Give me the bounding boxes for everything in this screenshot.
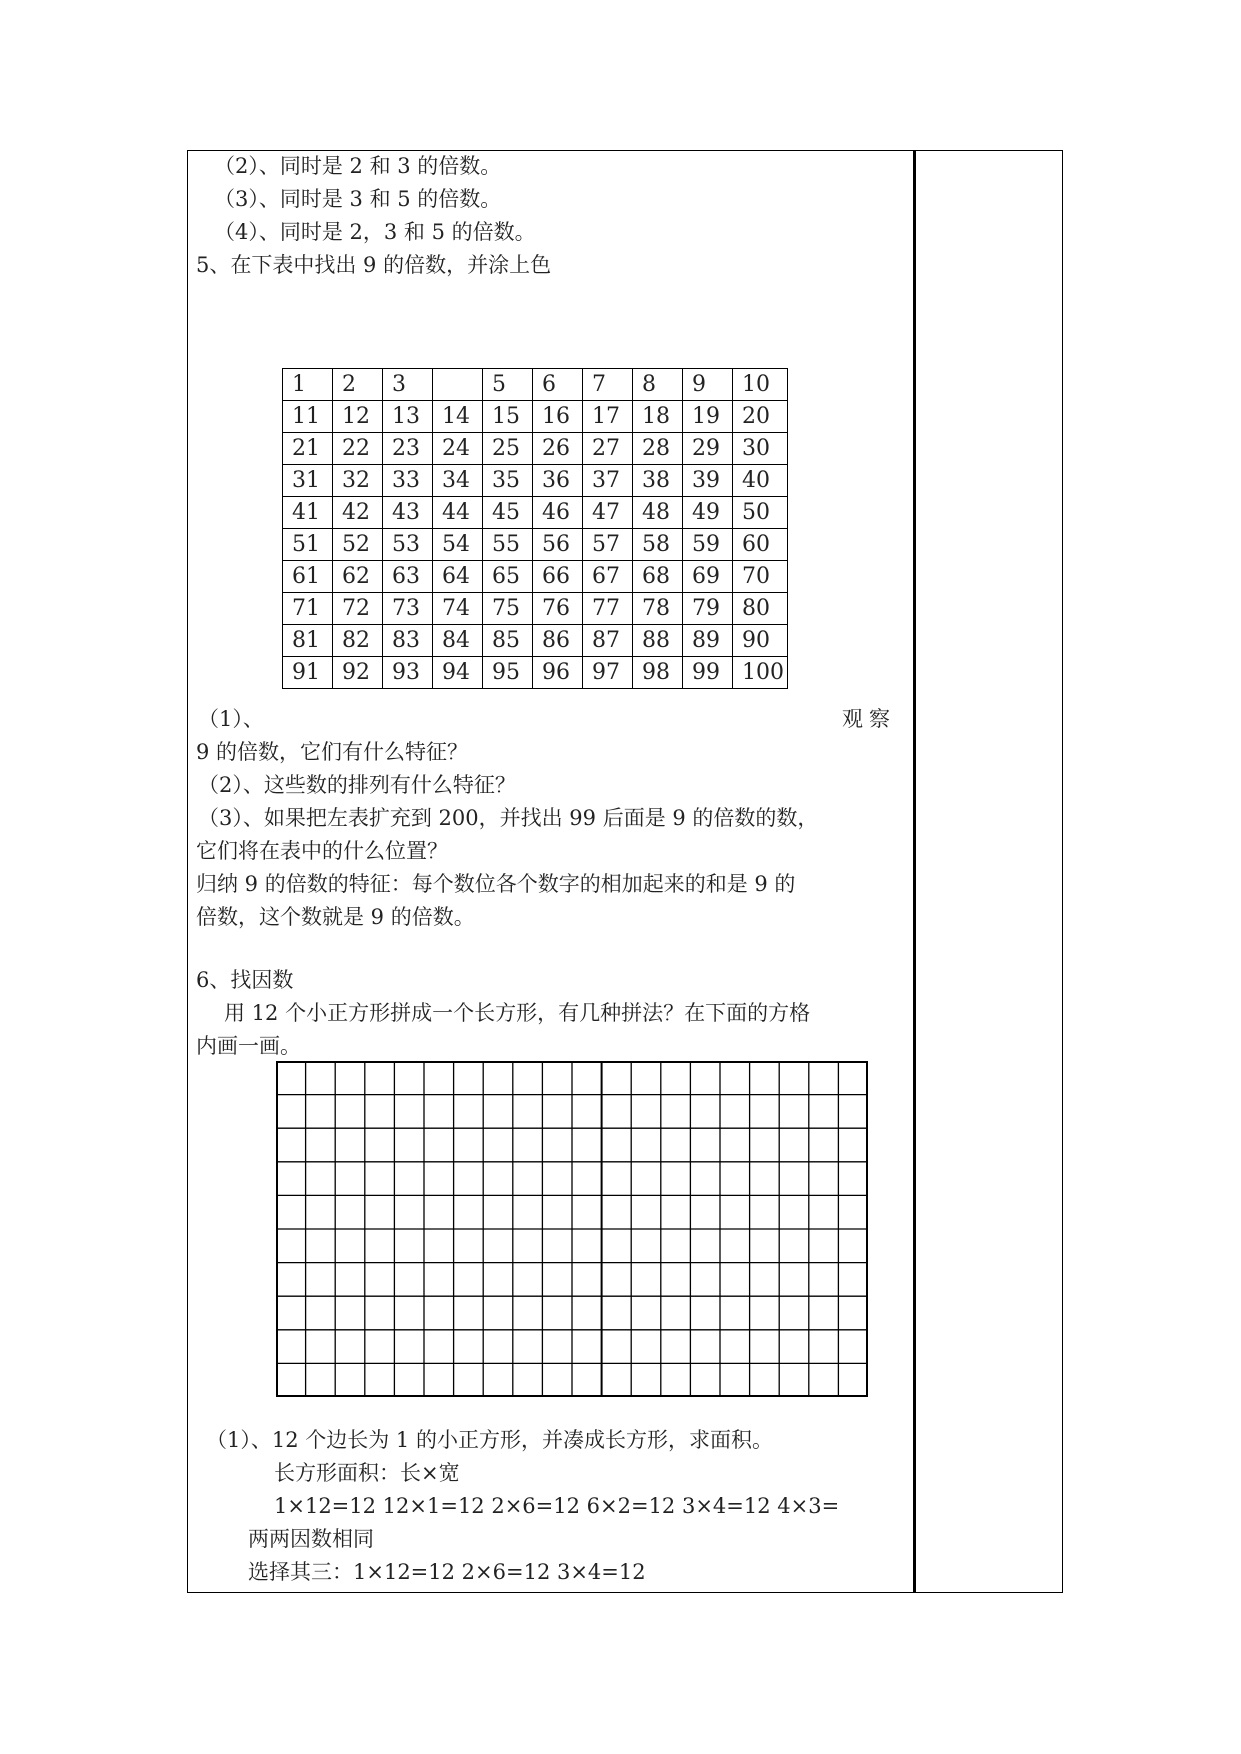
task5-q1-prefix: （1）、 — [198, 707, 264, 731]
summary-line2: 倍数，这个数就是 9 的倍数。 — [196, 905, 475, 929]
number-cell[interactable]: 91 — [283, 657, 333, 689]
number-cell[interactable]: 30 — [733, 433, 788, 465]
number-cell[interactable]: 84 — [433, 625, 483, 657]
number-cell[interactable]: 44 — [433, 497, 483, 529]
number-table-row — [283, 433, 788, 465]
number-cell[interactable]: 71 — [283, 593, 333, 625]
number-cell[interactable]: 76 — [533, 593, 583, 625]
number-cell[interactable]: 94 — [433, 657, 483, 689]
number-cell[interactable]: 41 — [283, 497, 333, 529]
number-cell[interactable]: 7 — [583, 369, 633, 401]
number-cell[interactable]: 40 — [733, 465, 788, 497]
number-cell[interactable]: 72 — [333, 593, 383, 625]
number-cell[interactable]: 65 — [483, 561, 533, 593]
number-cell[interactable]: 26 — [533, 433, 583, 465]
number-cell[interactable]: 14 — [433, 401, 483, 433]
area-formula: 长方形面积：长×宽 — [274, 1461, 460, 1485]
number-cell[interactable]: 11 — [283, 401, 333, 433]
number-cell[interactable]: 82 — [333, 625, 383, 657]
number-cell[interactable]: 59 — [683, 529, 733, 561]
number-cell[interactable]: 15 — [483, 401, 533, 433]
number-cell[interactable]: 23 — [383, 433, 433, 465]
number-cell[interactable]: 58 — [633, 529, 683, 561]
task5-q2: （2）、这些数的排列有什么特征？ — [198, 773, 516, 797]
grid-lines — [276, 1061, 868, 1397]
number-cell[interactable]: 33 — [383, 465, 433, 497]
number-cell[interactable]: 64 — [433, 561, 483, 593]
number-cell[interactable]: 55 — [483, 529, 533, 561]
number-cell[interactable]: 89 — [683, 625, 733, 657]
number-cell[interactable]: 86 — [533, 625, 583, 657]
number-cell[interactable]: 61 — [283, 561, 333, 593]
number-cell[interactable]: 31 — [283, 465, 333, 497]
number-cell[interactable] — [433, 369, 483, 401]
number-cell[interactable]: 47 — [583, 497, 633, 529]
number-cell[interactable]: 28 — [633, 433, 683, 465]
number-cell[interactable]: 93 — [383, 657, 433, 689]
factor-products: 1×12=12 12×1=12 2×6=12 6×2=12 3×4=12 4×3= — [274, 1494, 840, 1518]
task6-prompt-line1: 用 12 个小正方形拼成一个长方形，有几种拼法？在下面的方格 — [224, 1001, 811, 1025]
number-cell[interactable]: 98 — [633, 657, 683, 689]
column-divider — [913, 150, 916, 1593]
number-cell[interactable]: 48 — [633, 497, 683, 529]
number-cell[interactable]: 37 — [583, 465, 633, 497]
number-cell[interactable]: 88 — [633, 625, 683, 657]
number-cell[interactable]: 54 — [433, 529, 483, 561]
number-cell[interactable]: 16 — [533, 401, 583, 433]
number-cell[interactable]: 68 — [633, 561, 683, 593]
number-cell[interactable]: 43 — [383, 497, 433, 529]
number-cell[interactable]: 56 — [533, 529, 583, 561]
number-cell[interactable]: 50 — [733, 497, 788, 529]
summary-line1: 归纳 9 的倍数的特征：每个数位各个数字的相加起来的和是 9 的 — [196, 872, 796, 896]
number-cell[interactable]: 77 — [583, 593, 633, 625]
number-cell[interactable]: 83 — [383, 625, 433, 657]
number-table-row — [283, 529, 788, 561]
hundred-number-table — [282, 368, 788, 689]
task6-q1: （1）、12 个边长为 1 的小正方形，并凑成长方形，求面积。 — [206, 1428, 773, 1452]
number-cell[interactable]: 63 — [383, 561, 433, 593]
number-cell[interactable]: 32 — [333, 465, 383, 497]
number-cell[interactable]: 78 — [633, 593, 683, 625]
number-cell[interactable]: 29 — [683, 433, 733, 465]
number-cell[interactable]: 35 — [483, 465, 533, 497]
number-cell[interactable]: 8 — [633, 369, 683, 401]
number-cell[interactable]: 66 — [533, 561, 583, 593]
number-cell[interactable]: 2 — [333, 369, 383, 401]
number-cell[interactable]: 22 — [333, 433, 383, 465]
number-cell[interactable]: 60 — [733, 529, 788, 561]
number-table-row — [283, 593, 788, 625]
number-cell[interactable]: 21 — [283, 433, 333, 465]
number-cell[interactable]: 25 — [483, 433, 533, 465]
number-cell[interactable]: 34 — [433, 465, 483, 497]
number-cell[interactable]: 24 — [433, 433, 483, 465]
number-cell[interactable]: 27 — [583, 433, 633, 465]
number-cell[interactable]: 46 — [533, 497, 583, 529]
task5-q3-line1: （3）、如果把左表扩充到 200，并找出 99 后面是 9 的倍数的数， — [198, 806, 819, 830]
number-cell[interactable]: 57 — [583, 529, 633, 561]
number-cell[interactable]: 53 — [383, 529, 433, 561]
intro-line-2: （2）、同时是 2 和 3 的倍数。 — [214, 154, 502, 178]
number-cell[interactable]: 38 — [633, 465, 683, 497]
number-cell[interactable]: 81 — [283, 625, 333, 657]
number-cell[interactable]: 69 — [683, 561, 733, 593]
number-cell[interactable]: 87 — [583, 625, 633, 657]
number-cell[interactable]: 74 — [433, 593, 483, 625]
number-cell[interactable]: 95 — [483, 657, 533, 689]
number-cell[interactable]: 20 — [733, 401, 788, 433]
number-table-row — [283, 625, 788, 657]
task5-q3-line2: 它们将在表中的什么位置？ — [196, 839, 448, 863]
number-cell[interactable]: 96 — [533, 657, 583, 689]
number-cell[interactable]: 100 — [733, 657, 788, 689]
drawing-grid[interactable] — [276, 1061, 868, 1397]
number-cell[interactable]: 42 — [333, 497, 383, 529]
pairs-note: 两两因数相同 — [248, 1527, 374, 1551]
number-cell[interactable]: 92 — [333, 657, 383, 689]
task6-prompt-line2: 内画一画。 — [196, 1034, 301, 1058]
number-cell[interactable]: 70 — [733, 561, 788, 593]
number-cell[interactable]: 1 — [283, 369, 333, 401]
number-cell[interactable]: 52 — [333, 529, 383, 561]
number-cell[interactable]: 79 — [683, 593, 733, 625]
intro-line-4: （4）、同时是 2，3 和 5 的倍数。 — [214, 220, 536, 244]
number-cell[interactable]: 51 — [283, 529, 333, 561]
number-cell[interactable]: 75 — [483, 593, 533, 625]
task5-q1-observe: 观察 — [842, 707, 896, 731]
number-table-row — [283, 369, 788, 401]
number-cell[interactable]: 99 — [683, 657, 733, 689]
number-cell[interactable]: 17 — [583, 401, 633, 433]
number-cell[interactable]: 19 — [683, 401, 733, 433]
number-cell[interactable]: 18 — [633, 401, 683, 433]
task5-title: 5、在下表中找出 9 的倍数，并涂上色 — [196, 253, 552, 277]
number-cell[interactable]: 12 — [333, 401, 383, 433]
number-table-row — [283, 465, 788, 497]
number-cell[interactable]: 3 — [383, 369, 433, 401]
number-table-row — [283, 401, 788, 433]
number-cell[interactable]: 36 — [533, 465, 583, 497]
number-cell[interactable]: 90 — [733, 625, 788, 657]
number-cell[interactable]: 39 — [683, 465, 733, 497]
number-table-row — [283, 561, 788, 593]
number-table-row — [283, 497, 788, 529]
choose-three: 选择其三：1×12=12 2×6=12 3×4=12 — [248, 1560, 646, 1584]
number-cell[interactable]: 73 — [383, 593, 433, 625]
number-cell[interactable]: 13 — [383, 401, 433, 433]
number-cell[interactable]: 97 — [583, 657, 633, 689]
intro-line-3: （3）、同时是 3 和 5 的倍数。 — [214, 187, 502, 211]
number-cell[interactable]: 45 — [483, 497, 533, 529]
number-cell[interactable]: 10 — [733, 369, 788, 401]
number-cell[interactable]: 67 — [583, 561, 633, 593]
number-cell[interactable]: 49 — [683, 497, 733, 529]
number-cell[interactable]: 9 — [683, 369, 733, 401]
number-table-row — [283, 657, 788, 689]
task5-q1-rest: 9 的倍数，它们有什么特征？ — [196, 740, 469, 764]
number-cell[interactable]: 80 — [733, 593, 788, 625]
number-cell[interactable]: 62 — [333, 561, 383, 593]
number-cell[interactable]: 5 — [483, 369, 533, 401]
task6-title: 6、找因数 — [196, 968, 294, 992]
number-cell[interactable]: 6 — [533, 369, 583, 401]
number-cell[interactable]: 85 — [483, 625, 533, 657]
